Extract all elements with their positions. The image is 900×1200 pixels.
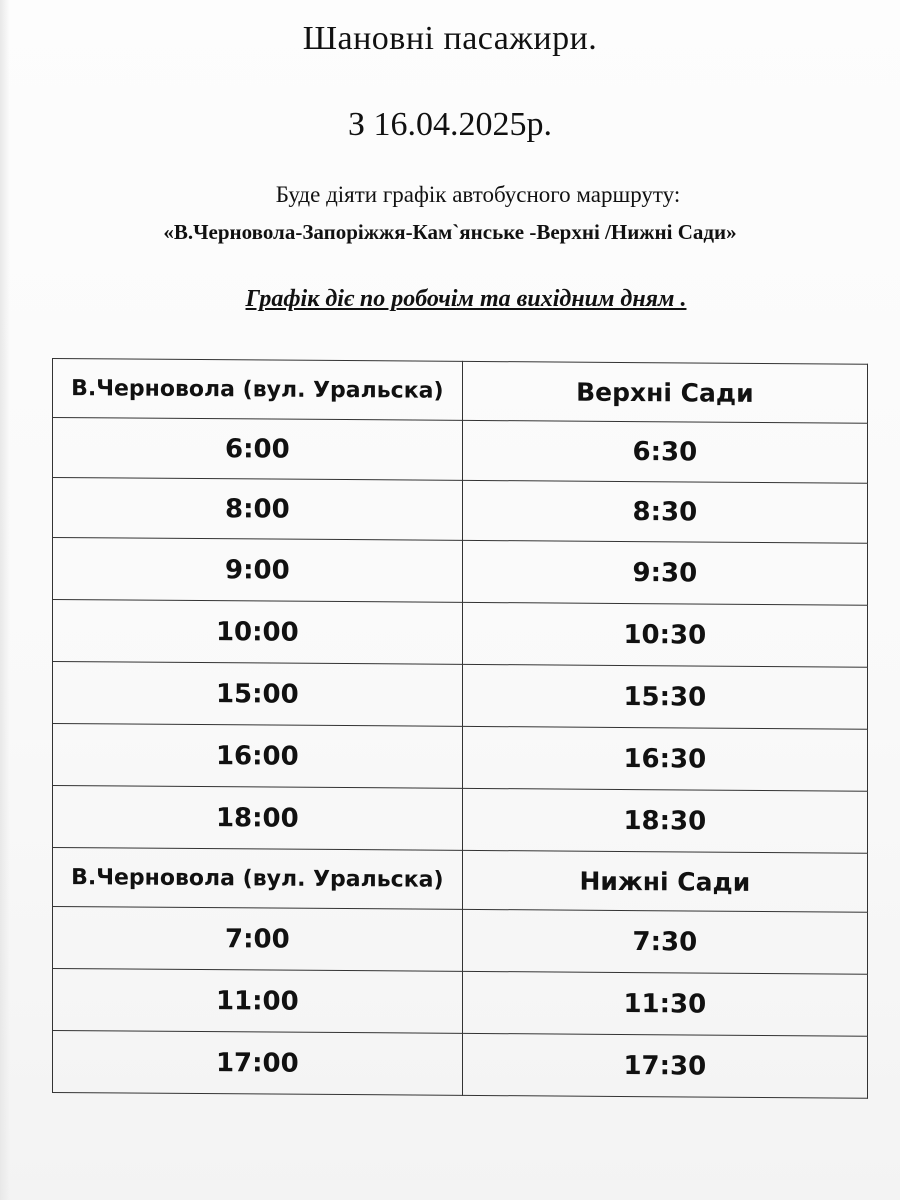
table-row — [53, 969, 868, 1037]
depart-time: 9:00 — [53, 538, 463, 603]
timetable-container — [52, 358, 868, 1104]
depart-time: 16:00 — [53, 724, 463, 789]
to-stop-header: Нижні Сади — [462, 850, 867, 912]
table-row — [53, 907, 868, 975]
to-stop-header: Верхні Сади — [462, 361, 867, 423]
arrive-time: 18:30 — [462, 788, 867, 853]
table-row — [53, 786, 868, 854]
table-row — [53, 600, 868, 668]
depart-time: 11:00 — [53, 969, 463, 1034]
arrive-time: 11:30 — [462, 971, 867, 1036]
from-stop-header: В.Черновола (вул. Уральска) — [53, 359, 463, 421]
arrive-time: 17:30 — [462, 1033, 867, 1098]
schedule-note: Графік діє по робочім та вихідним дням . — [245, 286, 687, 312]
effective-date: З 16.04.2025р. — [347, 106, 553, 143]
greeting-heading: Шановні пасажири. — [302, 20, 598, 57]
table-row — [53, 418, 868, 484]
from-stop-header: В.Черновола (вул. Уральска) — [53, 848, 463, 910]
depart-time: 7:00 — [53, 907, 463, 972]
depart-time: 10:00 — [53, 600, 463, 665]
section-header-row — [53, 848, 868, 913]
arrive-time: 9:30 — [462, 540, 867, 605]
arrive-time: 10:30 — [462, 602, 867, 667]
arrive-time: 16:30 — [462, 726, 867, 791]
section-header-row — [53, 359, 868, 424]
timetable — [52, 358, 868, 1099]
intro-text: Буде діяти графік автобусного маршруту: — [275, 182, 681, 207]
depart-time: 17:00 — [53, 1031, 463, 1096]
table-row — [53, 538, 868, 606]
table-row — [53, 724, 868, 792]
depart-time: 18:00 — [53, 786, 463, 851]
arrive-time: 7:30 — [462, 909, 867, 974]
table-row — [53, 662, 868, 730]
depart-time: 15:00 — [53, 662, 463, 727]
arrive-time: 15:30 — [462, 664, 867, 729]
table-row — [53, 1031, 868, 1099]
arrive-time: 8:30 — [462, 480, 867, 543]
route-name: «В.Черновола-Запоріжжя-Кам`янське -Верхні /Нижні Сади» — [163, 220, 737, 244]
depart-time: 8:00 — [53, 478, 463, 541]
depart-time: 6:00 — [53, 418, 463, 481]
arrive-time: 6:30 — [462, 420, 867, 483]
table-row — [53, 478, 868, 544]
